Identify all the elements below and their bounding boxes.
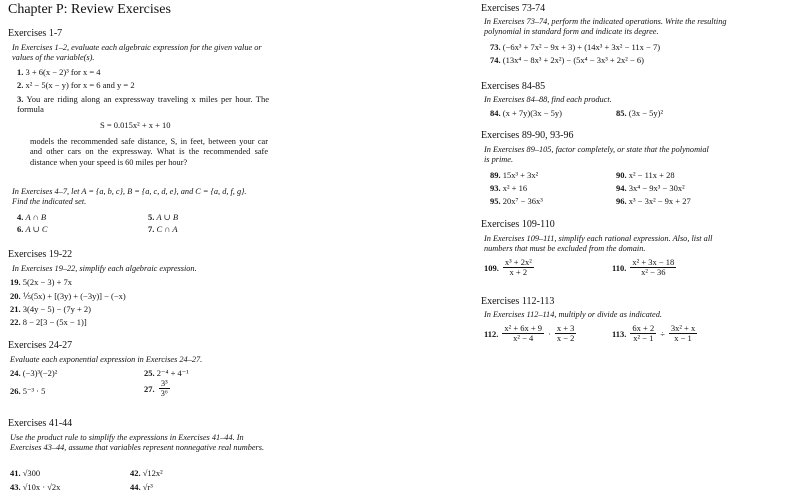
problem-6: 6. A ∪ C bbox=[17, 224, 48, 234]
problem-42: 42. √12x² bbox=[130, 468, 163, 478]
problem-3-paragraph: models the recommended safe distance, S, in feet, between your car and other cars on the expressway. What is the recommended safe distance when your speed is 60 miles per hour? bbox=[30, 137, 268, 167]
section-heading-24-27: Exercises 24-27 bbox=[8, 340, 73, 351]
instructions-41-44: Use the product rule to simplify the expressions in Exercises 41–44. In Exercises 43–44, assume that variables represent nonnegative real numbers. bbox=[10, 433, 265, 452]
problem-41: 41. √300 bbox=[10, 468, 41, 478]
problem-1: 1. 3 + 6(x − 2)³ for x = 4 bbox=[17, 67, 101, 77]
problem-44: 44. √r³ bbox=[130, 482, 153, 492]
problem-27: 27. $\frac{\text{3³}}{\text{3⁶}}$ bbox=[144, 378, 168, 398]
section-heading-73-74: Exercises 73-74 bbox=[481, 3, 546, 14]
problem-5: 5. A ∪ B bbox=[148, 212, 179, 222]
problem-26: 26. 5⁻³ · 5 bbox=[10, 386, 46, 396]
instructions-19-22: In Exercises 19–22, simplify each algebraic expression. bbox=[12, 264, 197, 273]
section-heading-84-85: Exercises 84-85 bbox=[481, 81, 546, 92]
problem-112: 112. $\frac{\text{x² + 6x + 9}}{\text{x² − 4}}$ · $\frac{x + 3}{x - 2}$ bbox=[484, 323, 575, 343]
problem-84: 84. (x + 7y)(3x − 5y) bbox=[490, 108, 562, 118]
problem-113: 113. $\frac{6x + 2}{\text{x² − 1}}$ ÷ $\frac{\text{3x² + x}}{x - 1}$ bbox=[612, 323, 696, 343]
problem-110: 110. $\frac{\text{x² + 3x − 18}}{\text{x² − 36}}$ bbox=[612, 257, 675, 277]
problem-93: 93. x² + 16 bbox=[490, 183, 528, 193]
section-heading-89-96: Exercises 89-90, 93-96 bbox=[481, 130, 574, 141]
safe-distance-formula: S = 0.015x² + x + 10 bbox=[100, 120, 171, 130]
problem-85: 85. (3x − 5y)² bbox=[616, 108, 664, 118]
problem-4: 4. A ∩ B bbox=[17, 212, 47, 222]
instructions-24-27: Evaluate each exponential expression in Exercises 24–27. bbox=[10, 355, 203, 364]
problem-25: 25. 2⁻⁴ + 4⁻¹ bbox=[144, 368, 189, 378]
problem-7: 7. C ∩ A bbox=[148, 224, 178, 234]
problem-74: 74. (13x⁴ − 8x³ + 2x²) − (5x⁴ − 3x³ + 2x² − 6) bbox=[490, 55, 644, 65]
problem-24: 24. (−3)³(−2)² bbox=[10, 368, 58, 378]
problem-19: 19. 5(2x − 3) + 7x bbox=[10, 277, 72, 287]
problem-73: 73. (−6x³ + 7x² − 9x + 3) + (14x³ + 3x² − 11x − 7) bbox=[490, 42, 661, 52]
problem-22: 22. 8 − 2[3 − (5x − 1)] bbox=[10, 317, 87, 327]
instructions-112-114: In Exercises 112–114, multiply or divide as indicated. bbox=[484, 310, 662, 319]
section-heading-1-7: Exercises 1-7 bbox=[8, 28, 63, 39]
instructions-4-7: In Exercises 4–7, let A = {a, b, c}, B = {a, c, d, e}, and C = {a, d, f, g}. Find the indicated set. bbox=[12, 187, 247, 206]
problem-96: 96. x³ − 3x² − 9x + 27 bbox=[616, 196, 691, 206]
problem-90: 90. x² − 11x + 28 bbox=[616, 170, 675, 180]
instructions-73-74: In Exercises 73–74, perform the indicated operations. Write the resulting polynomial in standard form and indicate its degree. bbox=[484, 17, 727, 36]
problem-2: 2. x² − 5(x − y) for x = 6 and y = 2 bbox=[17, 80, 135, 90]
instructions-89-105: In Exercises 89–105, factor completely, or state that the polynomial is prime. bbox=[484, 145, 709, 164]
section-heading-41-44: Exercises 41-44 bbox=[8, 418, 73, 429]
problem-94: 94. 3x⁴ − 9x³ − 30x² bbox=[616, 183, 685, 193]
instructions-1-2: In Exercises 1–2, evaluate each algebraic expression for the given value or values of the variable(s). bbox=[12, 43, 262, 62]
problem-3: 3. You are riding along an expressway traveling x miles per hour. The formula bbox=[17, 94, 269, 115]
section-heading-19-22: Exercises 19-22 bbox=[8, 249, 73, 260]
section-heading-109-110: Exercises 109-110 bbox=[481, 219, 555, 230]
problem-21: 21. 3(4y − 5) − (7y + 2) bbox=[10, 304, 91, 314]
section-heading-112-113: Exercises 112-113 bbox=[481, 296, 555, 307]
page-title: Chapter P: Review Exercises bbox=[8, 2, 171, 17]
problem-89: 89. 15x³ + 3x² bbox=[490, 170, 539, 180]
problem-109: 109. $\frac{\text{x³ + 2x²}}{x + 2}$ bbox=[484, 257, 532, 277]
problem-95: 95. 20x⁷ − 36x³ bbox=[490, 196, 543, 206]
instructions-84-88: In Exercises 84–88, find each product. bbox=[484, 95, 612, 104]
problem-43: 43. √10x · √2x bbox=[10, 482, 61, 492]
instructions-109-111: In Exercises 109–111, simplify each rational expression. Also, list all numbers that must be excluded from the domain. bbox=[484, 234, 713, 253]
problem-20: 20. ⅕(5x) + [(3y) + (−3y)] − (−x) bbox=[10, 291, 126, 301]
